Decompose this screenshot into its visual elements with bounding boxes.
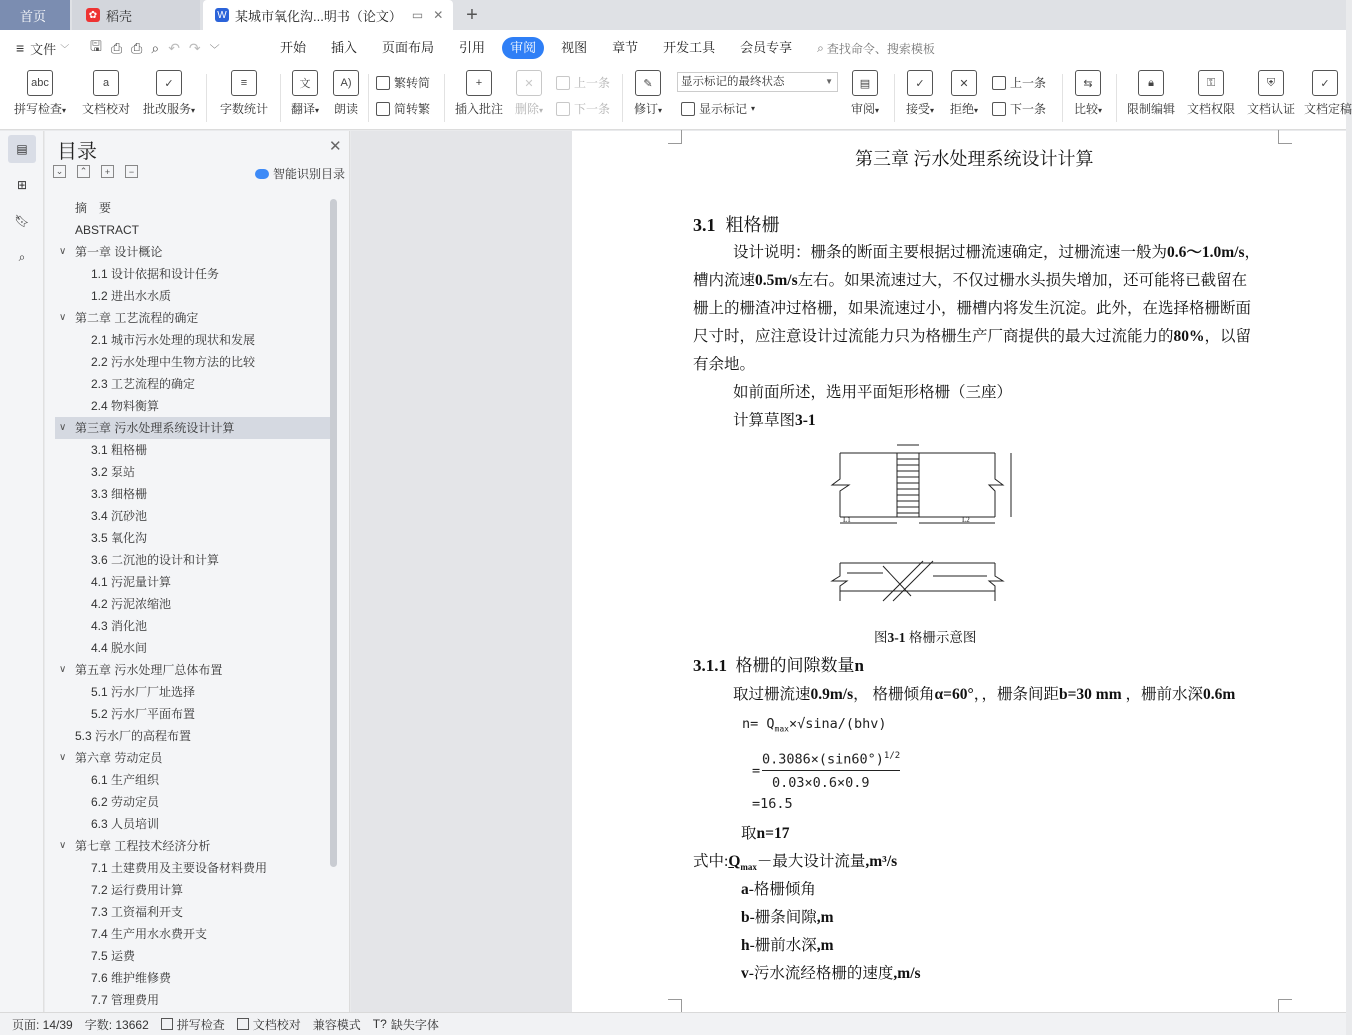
doc-permission-label: 文档权限 <box>1186 102 1235 116</box>
ribbon-divider <box>280 74 281 122</box>
where-line: 式中$:Q_{max}-$最大设计流量,m³/s <box>693 853 898 873</box>
toc-item-label: 5.2 污水厂平面布置 <box>91 707 196 721</box>
show-markup-icon <box>681 102 695 116</box>
page-indicator[interactable]: 页面: 14/39 <box>12 1017 73 1032</box>
subsection-number: 3.1.1 <box>693 656 727 675</box>
batch-service-label: 批改服务 <box>142 102 191 116</box>
toc-item-label: 7.7 管理费用 <box>91 993 160 1007</box>
reject-icon: ✕ <box>951 70 977 96</box>
toc-item-label: 5.3 污水厂的高程布置 <box>75 729 192 743</box>
toc-item-label: 4.3 消化池 <box>91 619 148 633</box>
toc-item-label: 7.2 运行费用计算 <box>91 883 184 897</box>
checkbox-icon <box>237 1018 249 1030</box>
toc-item-label: 2.2 污水处理中生物方法的比较 <box>91 355 256 369</box>
doc-auth-label: 文档认证 <box>1246 102 1295 116</box>
ribbon-divider <box>894 74 895 122</box>
toc-item-label: 3.6 二沉池的设计和计算 <box>91 553 220 567</box>
ribbon-divider <box>206 74 207 122</box>
doc-check-label: 文档校对 <box>81 102 130 116</box>
review-pane-label: 审阅 <box>850 102 875 116</box>
toc-item-label: 第三章 污水处理系统设计计算 <box>75 421 235 435</box>
delete-comment-icon: ✕ <box>516 70 542 96</box>
parameter-line: 取过栅流速0.9m/s， 格栅倾角α=60°，，栅条间距b=30 mm ，栅前水深0.6m <box>733 686 1236 703</box>
insert-comment-icon: + <box>466 70 492 96</box>
accept-label: 接受 <box>905 102 930 116</box>
doc-finalize-button[interactable] <box>1304 70 1352 117</box>
toc-item-label: 3.2 泵站 <box>91 465 136 479</box>
doc-auth-button[interactable] <box>1244 70 1298 117</box>
compare-icon: ⇆ <box>1075 70 1101 96</box>
toc-item-label: 2.1 城市污水处理的现状和发展 <box>91 333 256 347</box>
word-count-indicator[interactable]: 字数: 13662 <box>84 1017 149 1032</box>
toc-item-label: 3.5 氧化沟 <box>91 531 148 545</box>
definition-line: h-栅前水深,m <box>741 937 834 954</box>
formula-result: =16.5 <box>752 796 793 812</box>
prev-change-icon <box>992 76 1006 90</box>
toc-nav-icon[interactable]: ▤ <box>8 135 36 163</box>
batch-service-button[interactable]: ✓ 批改服务▾ <box>140 70 198 117</box>
batch-service-icon: ✓ <box>156 70 182 96</box>
tab-bar <box>0 0 1346 30</box>
tab-window-icon[interactable]: ▭ <box>411 8 424 22</box>
dim-label-l2: L2 <box>962 516 970 524</box>
page-corner-mark <box>1278 130 1292 144</box>
missing-font-label: 缺失字体 <box>390 1017 439 1032</box>
expand-up-icon[interactable]: ⌃ <box>77 165 90 178</box>
toc-item-label: 3.1 粗格栅 <box>91 443 148 457</box>
spell-check-status[interactable] <box>161 1016 225 1033</box>
remove-heading-icon[interactable]: − <box>125 165 138 178</box>
navigation-strip <box>0 131 44 1012</box>
toc-item[interactable] <box>55 615 330 637</box>
toc-toolbar <box>53 165 138 178</box>
toc-item[interactable] <box>55 461 330 483</box>
dim-label-l1: L1 <box>843 516 851 524</box>
toc-item-label: 4.2 污泥浓缩池 <box>91 597 172 611</box>
translate-icon: 文 <box>292 70 318 96</box>
text-line: 尺寸时，应注意设计过流能力只为格栅生产厂商提供的最大过流能力的80%，以留 <box>693 328 1252 345</box>
toc-item[interactable] <box>55 791 330 813</box>
subsection-title: 格栅的间隙数量 <box>735 656 855 675</box>
toc-item[interactable] <box>55 307 330 329</box>
definition-line: a-格栅倾角 <box>741 881 816 898</box>
track-changes-label: 修订 <box>633 102 658 116</box>
toc-item-label: 3.4 沉砂池 <box>91 509 148 523</box>
collapse-all-icon[interactable]: ⌄ <box>53 165 66 178</box>
redo-icon[interactable]: ↷ <box>188 39 201 56</box>
toc-item-label: 7.1 土建费用及主要设备材料费用 <box>91 861 268 875</box>
word-doc-icon: W <box>215 8 229 22</box>
command-search[interactable] <box>817 40 935 57</box>
toc-item[interactable] <box>55 417 330 439</box>
chevron-down-icon[interactable]: ∨ <box>59 246 67 257</box>
toc-item[interactable] <box>55 725 330 747</box>
text-line: 如前面所述，选用平面矩形格栅（三座） <box>733 384 1013 401</box>
toc-item[interactable] <box>55 681 330 703</box>
toc-item[interactable] <box>55 505 330 527</box>
reject-label: 拒绝 <box>949 102 974 116</box>
toc-item-label: 2.4 物料衡算 <box>91 399 160 413</box>
page-corner-mark <box>1278 999 1292 1013</box>
translate-label: 翻译 <box>290 102 315 116</box>
delete-comment-button[interactable]: ✕ 删除▾ <box>510 70 548 117</box>
ribbon-divider <box>622 74 623 122</box>
tab-daoke-label: 稻壳 <box>106 8 133 24</box>
toc-item-label: 1.2 进出水水质 <box>91 289 172 303</box>
restrict-edit-button[interactable] <box>1124 70 1178 117</box>
compat-mode-status[interactable]: 兼容模式 <box>312 1017 361 1032</box>
definition-line: v-污水流经格栅的速度,m/s <box>741 965 921 982</box>
menu-review[interactable]: 审阅 <box>502 37 544 59</box>
markup-state-value: 显示标记的最终状态 <box>681 76 785 88</box>
toc-item[interactable] <box>55 549 330 571</box>
toc-item-label: 1.1 设计依据和设计任务 <box>91 267 220 281</box>
toc-item[interactable] <box>55 747 330 769</box>
read-aloud-label: 朗读 <box>333 102 358 116</box>
text-line: 计算草图3-1 <box>733 412 816 429</box>
tab-document-label: 某城市氧化沟...明书（论文） <box>235 8 402 24</box>
accept-icon: ✓ <box>907 70 933 96</box>
subsection-heading: 3.1.1 格栅的间隙数量n <box>693 656 864 675</box>
toc-item-label: 摘 要 <box>75 201 112 215</box>
toc-item[interactable] <box>55 197 330 219</box>
toc-panel <box>45 131 350 1012</box>
section-number: 3.1 <box>693 215 716 235</box>
toc-item-label: 3.3 细格栅 <box>91 487 148 501</box>
doc-check-icon: a <box>93 70 119 96</box>
toc-item-label: 6.3 人员培训 <box>91 817 160 831</box>
document-canvas <box>351 131 1346 1012</box>
tab-daoke[interactable] <box>72 0 200 30</box>
smart-toc-icon <box>255 169 269 179</box>
toc-item[interactable] <box>55 813 330 835</box>
doc-check-status-label: 文档校对 <box>252 1017 301 1032</box>
spell-check-status-label: 拼写检查 <box>176 1017 225 1032</box>
toc-list <box>55 197 330 1007</box>
doc-finalize-label: 文档定稿 <box>1304 102 1352 116</box>
search-icon[interactable]: ⌕ <box>18 249 26 264</box>
ribbon-divider <box>1062 74 1063 122</box>
missing-font-status[interactable] <box>373 1016 439 1033</box>
text-line: 槽内流速0.5m/s左右。如果流速过大，不仅过栅水头损失增加，还可能将已截留在 <box>693 272 1248 289</box>
toc-item[interactable] <box>55 967 330 989</box>
next-comment-button[interactable] <box>556 100 610 117</box>
add-heading-icon[interactable]: + <box>101 165 114 178</box>
ribbon-divider <box>1116 74 1117 122</box>
review-pane-button[interactable]: ▤ 审阅▾ <box>846 70 884 117</box>
insert-comment-button[interactable] <box>452 70 506 117</box>
next-change-button[interactable] <box>992 100 1046 117</box>
toc-item-label: 第一章 设计概论 <box>75 245 163 259</box>
toc-item[interactable] <box>55 923 330 945</box>
prev-change-label: 上一条 <box>1010 76 1047 90</box>
doc-check-button[interactable] <box>80 70 132 117</box>
chevron-down-icon: ▼ <box>825 77 833 86</box>
figure-caption: 图3-1 格栅示意图 <box>874 630 977 645</box>
next-change-icon <box>992 102 1006 116</box>
status-bar <box>0 1012 1346 1035</box>
export-pdf-icon[interactable]: ⎙ <box>110 39 123 56</box>
undo-icon[interactable]: ↶ <box>168 39 180 56</box>
ribbon-divider <box>444 74 445 122</box>
simp-to-trad-icon <box>376 102 390 116</box>
close-tab-icon[interactable]: ✕ <box>433 8 444 22</box>
toc-item[interactable] <box>55 659 330 681</box>
toc-item-label: 4.4 脱水间 <box>91 641 148 655</box>
toc-item[interactable] <box>55 483 330 505</box>
design-note-paragraph <box>693 239 1271 435</box>
toc-item[interactable] <box>55 835 330 857</box>
tab-home-label: 首页 <box>20 8 47 24</box>
toc-item[interactable] <box>55 879 330 901</box>
text-line: 设计说明：栅条的断面主要根据过栅流速确定，过栅流速一般为0.6～1.0m/s， <box>733 244 1261 261</box>
spell-check-icon: abc <box>27 70 53 96</box>
toc-item[interactable] <box>55 263 330 285</box>
section-title: 粗格栅 <box>725 215 780 235</box>
chapter-nav-icon[interactable]: ⊞ <box>16 178 28 192</box>
text-line: 有余地。 <box>693 356 756 373</box>
compare-button[interactable]: ⇆ 比较▾ <box>1070 70 1106 117</box>
toc-item-label: 第五章 污水处理厂总体布置 <box>75 663 223 677</box>
toc-item-label: 2.3 工艺流程的确定 <box>91 377 196 391</box>
toc-item[interactable] <box>55 285 330 307</box>
menu-bar <box>0 30 1346 66</box>
markup-state-select[interactable] <box>677 72 838 92</box>
page-corner-mark <box>668 999 682 1013</box>
menu-insert[interactable]: 插入 <box>331 40 358 55</box>
compare-label: 比较 <box>1073 102 1098 116</box>
word-count-label: 字数统计 <box>219 102 268 116</box>
toc-item[interactable] <box>55 593 330 615</box>
chevron-down-icon[interactable]: ∨ <box>59 664 67 675</box>
menu-section[interactable]: 章节 <box>612 40 639 55</box>
review-pane-icon: ▤ <box>852 70 878 96</box>
restrict-edit-label: 限制编辑 <box>1126 102 1175 116</box>
print-preview-icon[interactable]: ⌕ <box>151 39 160 56</box>
section-heading <box>693 211 780 237</box>
toc-item[interactable] <box>55 989 330 1011</box>
prev-comment-label: 上一条 <box>574 76 611 90</box>
menu-developer[interactable]: 开发工具 <box>663 40 716 55</box>
menu-start[interactable]: 开始 <box>280 40 307 55</box>
page-header: 第三章 污水处理系统设计计算 <box>855 149 1094 169</box>
hamburger-icon: ≡ <box>16 40 25 56</box>
spell-check-label: 拼写检查 <box>13 102 62 116</box>
toc-item[interactable] <box>55 439 330 461</box>
tab-home[interactable] <box>0 0 70 30</box>
permission-icon: ⚿ <box>1198 70 1224 96</box>
toc-item-label: 7.6 维护维修费 <box>91 971 172 985</box>
file-menu-label: 文件 <box>30 41 57 57</box>
menu-reference[interactable]: 引用 <box>459 40 486 55</box>
toc-item-label: 第七章 工程技术经济分析 <box>75 839 211 853</box>
daoke-logo-icon: ✿ <box>86 8 100 22</box>
toc-item[interactable] <box>55 373 330 395</box>
chevron-down-icon[interactable]: ∨ <box>59 422 67 433</box>
chevron-down-icon: ﹀ <box>60 43 70 54</box>
chevron-down-icon[interactable]: ∨ <box>59 840 67 851</box>
toc-item-label: 6.1 生产组织 <box>91 773 160 787</box>
smart-toc-label: 智能识别目录 <box>273 167 346 181</box>
toc-item[interactable] <box>55 857 330 879</box>
simp-to-trad-label: 简转繁 <box>394 102 431 116</box>
toc-item[interactable] <box>55 527 330 549</box>
finalize-icon: ✓ <box>1312 70 1338 96</box>
toc-item-label: 5.1 污水厂厂址选择 <box>91 685 196 699</box>
toc-item[interactable] <box>55 637 330 659</box>
menu-layout[interactable]: 页面布局 <box>382 40 435 55</box>
next-comment-icon <box>556 102 570 116</box>
toc-item-label: 第二章 工艺流程的确定 <box>75 311 199 325</box>
toc-item-label: 7.4 生产用水水费开支 <box>91 927 208 941</box>
page-corner-mark <box>668 130 682 144</box>
customize-toolbar-icon[interactable]: ﹀ <box>209 44 220 56</box>
toc-item[interactable] <box>55 329 330 351</box>
formula-n: $n= Q_{max}\times√\sin a/(bhv)$ <box>742 716 887 734</box>
file-menu[interactable] <box>0 39 90 58</box>
doc-permission-button[interactable] <box>1184 70 1238 117</box>
chevron-down-icon[interactable]: ∨ <box>59 312 67 323</box>
quick-access-toolbar <box>90 36 280 60</box>
simp-to-trad-button[interactable] <box>376 100 430 117</box>
toc-item-label: 7.3 工资福利开支 <box>91 905 184 919</box>
toc-item[interactable] <box>55 901 330 923</box>
toc-item-label: 6.2 劳动定员 <box>91 795 160 809</box>
toc-item[interactable] <box>55 945 330 967</box>
next-change-label: 下一条 <box>1010 102 1047 116</box>
prev-comment-icon <box>556 76 570 90</box>
missing-font-icon: T? <box>372 1017 387 1031</box>
new-tab-button[interactable]: + <box>466 3 478 26</box>
reject-button[interactable]: ✕ 拒绝▾ <box>946 70 982 117</box>
insert-comment-label: 插入批注 <box>454 102 503 116</box>
show-markup-label: 显示标记 <box>699 102 748 116</box>
smart-toc-button[interactable] <box>255 165 345 182</box>
delete-comment-label: 删除 <box>514 102 539 116</box>
toc-item[interactable] <box>55 769 330 791</box>
toc-item[interactable] <box>55 351 330 373</box>
show-markup-button[interactable]: 显示标记 ▾ <box>681 100 755 117</box>
track-changes-icon: ✎ <box>635 70 661 96</box>
read-aloud-icon: A) <box>333 70 359 96</box>
trad-to-simp-icon <box>376 76 390 90</box>
bookmark-icon[interactable]: 🔖︎ <box>14 214 30 228</box>
shield-icon: ⛨ <box>1258 70 1284 96</box>
menu-member[interactable]: 会员专享 <box>740 40 793 55</box>
toc-item-label: 7.5 运费 <box>91 949 136 963</box>
toc-item[interactable] <box>55 571 330 593</box>
command-search-placeholder: 查找命令、搜索模板 <box>826 41 935 56</box>
toc-title: 目录 <box>57 141 97 163</box>
trad-to-simp-label: 繁转简 <box>394 76 431 90</box>
toc-item[interactable] <box>55 703 330 725</box>
print-icon[interactable]: ⎙ <box>131 39 143 56</box>
checkbox-icon <box>161 1018 173 1030</box>
toc-item[interactable] <box>55 395 330 417</box>
doc-check-status[interactable] <box>237 1016 301 1033</box>
grate-diagram <box>827 441 1032 616</box>
read-aloud-button[interactable] <box>330 70 362 117</box>
prev-comment-button[interactable] <box>556 74 610 91</box>
save-icon[interactable]: 🖫 <box>90 38 102 54</box>
toc-item-label: 4.1 污泥量计算 <box>91 575 172 589</box>
toc-item[interactable] <box>55 241 330 263</box>
take-n-line: 取n=17 <box>741 825 790 842</box>
word-count-icon: ≡ <box>231 70 257 96</box>
tab-document[interactable] <box>203 0 453 30</box>
word-count-button[interactable] <box>216 70 272 117</box>
definition-line: b-栅条间隙,m <box>741 909 834 926</box>
track-changes-button[interactable]: ✎ 修订▾ <box>630 70 666 117</box>
translate-button[interactable]: 文 翻译▾ <box>287 70 323 117</box>
text-line: 栅上的栅渣冲过格栅，如果流速过小，栅槽内将发生沉淀。此外，在选择格栅断面 <box>693 300 1252 317</box>
menu-view[interactable]: 视图 <box>561 40 588 55</box>
toc-item[interactable] <box>55 219 330 241</box>
lock-icon: 🔒︎ <box>1138 70 1164 96</box>
trad-to-simp-button[interactable] <box>376 74 430 91</box>
chevron-down-icon[interactable]: ∨ <box>59 752 67 763</box>
close-icon[interactable]: ✕ <box>329 138 342 155</box>
ribbon-divider <box>368 74 369 122</box>
toc-scrollbar[interactable] <box>330 199 337 867</box>
spell-check-button[interactable]: abc 拼写检查▾ <box>10 70 70 117</box>
prev-change-button[interactable] <box>992 74 1046 91</box>
toc-item-label: ABSTRACT <box>75 223 140 237</box>
search-icon: ⌕ <box>817 40 824 55</box>
next-comment-label: 下一条 <box>574 102 611 116</box>
review-ribbon <box>0 66 1352 130</box>
document-page[interactable]: 第三章 污水处理系统设计计算 3.1 粗格栅 设计说明：栅条的断面主要根据过栅流速确定，过栅流速一般为0.6～1.0m/s， 槽内流速0.5m/s左右。如果流速过大，不仅过栅水头损失增加，还可能将已截留在 栅上的栅渣冲过格栅，如果流速过小，栅槽内将发生沉淀。此外，在选择格栅断面 尺寸时，应注意设计过流能力只为格栅生产厂商提供的最大过流能力的80%，以留 有余地。 如前面所述，选用平面矩形格栅（三座） 计算草图3-1 L1 L2 图3-1 格栅示意图 3.1.1 格栅的间隙数量n 取过栅流速0.9m/s， 格栅倾角α=60°，，栅条间距b=30 mm ，栅前水深0.6m $n= Q_{max}\times√\sin a/(bhv)$ = $0.3086\times(\sin 60^\circ)^{1/2}$ 0.03×0.6×0.9 =16.5 取n=17 式中$:Q_{max}-$最大设计流量,m³/s a-格栅倾角 b-栅条间隙,m h-栅前水深,m v-污水流经格栅的速度,m/s <box>572 131 1346 1012</box>
accept-button[interactable]: ✓ 接受▾ <box>902 70 938 117</box>
toc-item-label: 第六章 劳动定员 <box>75 751 163 765</box>
